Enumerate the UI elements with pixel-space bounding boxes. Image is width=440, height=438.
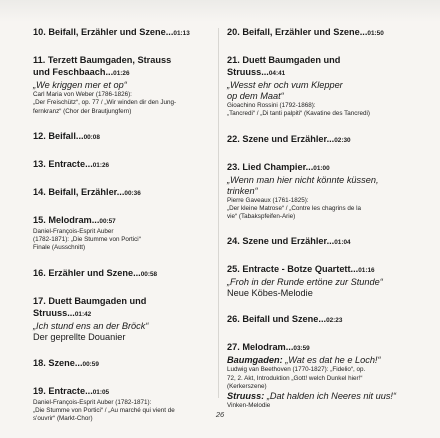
track-title-cont: und Feschbaach...01:26 [33,67,130,77]
track-11 [33,54,221,116]
track-credit: Carl Maria von Weber (1786-1826): [33,91,132,98]
track-title: 20. Beifall, Erzähler und Szene...01:50 [227,27,384,37]
track-lyric: „Wenn man hier nicht könnte küssen, [227,174,379,185]
track-lyric: op dem Maat“ [227,91,284,101]
track-title: 26. Beifall und Szene...02:23 [227,314,343,325]
track-credit: 72, 2. Akt, Introduktion „Gott! welch Dunkel hier!“ [227,374,363,382]
track-credit: (1782-1871): „Die Stumme von Portici“ [33,236,141,244]
track-title: 13. Entracte...01:26 [33,158,110,169]
track-20 [227,26,415,40]
track-title: 17. Duett Baumgaden und [33,295,147,306]
track-credit: Daniel-François-Esprit Auber (1782-1871): [33,398,152,406]
track-title: 24. Szene und Erzähler...01:04 [227,236,351,247]
track-title: 27. Melodram...03:59 [227,342,310,353]
track-title: 16. Erzähler und Szene...00:58 [33,267,158,278]
track-credit: s'ouvrir“ (Markt-Chor) [33,415,93,423]
track-lyric: trinken“ [227,185,258,196]
track-14 [33,186,221,200]
track-24 [227,235,415,249]
track-lyric: „Froh in der Runde ertöne zur Stunde“ [227,277,383,288]
top-decoration [0,0,440,22]
track-title: 10. Beifall, Erzähler und Szene...01:13 [33,27,190,37]
page-number: 26 [215,410,225,419]
track-lyric: Struuss: „Dat halden ich Neeres nit uus!“ [227,391,397,402]
track-title: 23. Lied Champier...01:00 [227,161,330,172]
track-title: 18. Szene...00:59 [33,357,99,368]
track-melody: Der geprellte Douanier [33,331,126,342]
track-credit: vie“ (Tabakspfeifen-Arie) [227,213,296,221]
track-credit: „Tancredi“ / „Di tanti palpiti“ (Kavatine des Tancredi) [227,110,371,118]
track-melody: Neue Köbes-Melodie [227,288,313,299]
track-17 [33,295,221,343]
track-26 [227,313,415,327]
track-title-cont: Struuss...04:41 [227,67,286,77]
track-16 [33,267,221,281]
track-title: 19. Entracte...01:05 [33,385,110,396]
left-column [33,26,221,438]
track-13 [33,158,221,172]
track-10 [33,26,221,40]
track-credit: Ludwig van Beethoven (1770-1827): „Fidelio“, op. [227,366,366,374]
track-credit: „Der Freischütz“, op. 77 / „Wir winden dir den Jung- [33,99,177,107]
track-lyric: „Wesst ehr och vum Klepper [227,80,343,90]
track-21 [227,54,415,119]
track-credit: fernkranz“ (Chor der Brautjungfern) [33,107,132,115]
track-title: 11. Terzett Baumgaden, Strauss [33,55,172,65]
track-credit: „Die Stumme von Portici“ / „Au marché qui vient de [33,407,175,415]
track-title: 12. Beifall...00:08 [33,130,100,141]
track-title: 22. Szene und Erzähler...02:30 [227,133,351,144]
track-22 [227,133,415,147]
track-15 [33,214,221,253]
track-title: 14. Beifall, Erzähler...00:36 [33,186,141,197]
track-credit: Finale (Ausschnitt) [33,244,86,252]
track-credit: Pierre Gaveaux (1761-1825): [227,196,309,204]
track-credit: Gioachino Rossini (1792-1868): [227,102,316,109]
track-title: 21. Duett Baumgaden und [227,55,341,65]
track-title: 15. Melodram...00:57 [33,214,116,225]
track-credit: Vinken-Melodie [227,402,271,410]
track-27 [227,341,415,410]
track-credit: „Der kleine Matrose“ / „Contre les chagrins de la [227,204,362,212]
track-title-cont: Struuss...01:42 [33,307,92,318]
track-18 [33,357,221,371]
track-lyric: Baumgaden: „Wat es dat he e Loch!“ [227,355,381,366]
track-lyric: „We kriggen mer et op“ [33,80,127,90]
track-23 [227,161,415,222]
right-column [227,26,415,425]
track-lyric: „Ich stund ens an der Bröck“ [33,320,149,331]
track-credit: Daniel-François-Esprit Auber [33,227,114,235]
track-12 [33,130,221,144]
track-title: 25. Entracte - Botze Quartett...01:16 [227,264,375,275]
track-credit: (Kerkerszene) [227,383,267,391]
track-25 [227,263,415,299]
